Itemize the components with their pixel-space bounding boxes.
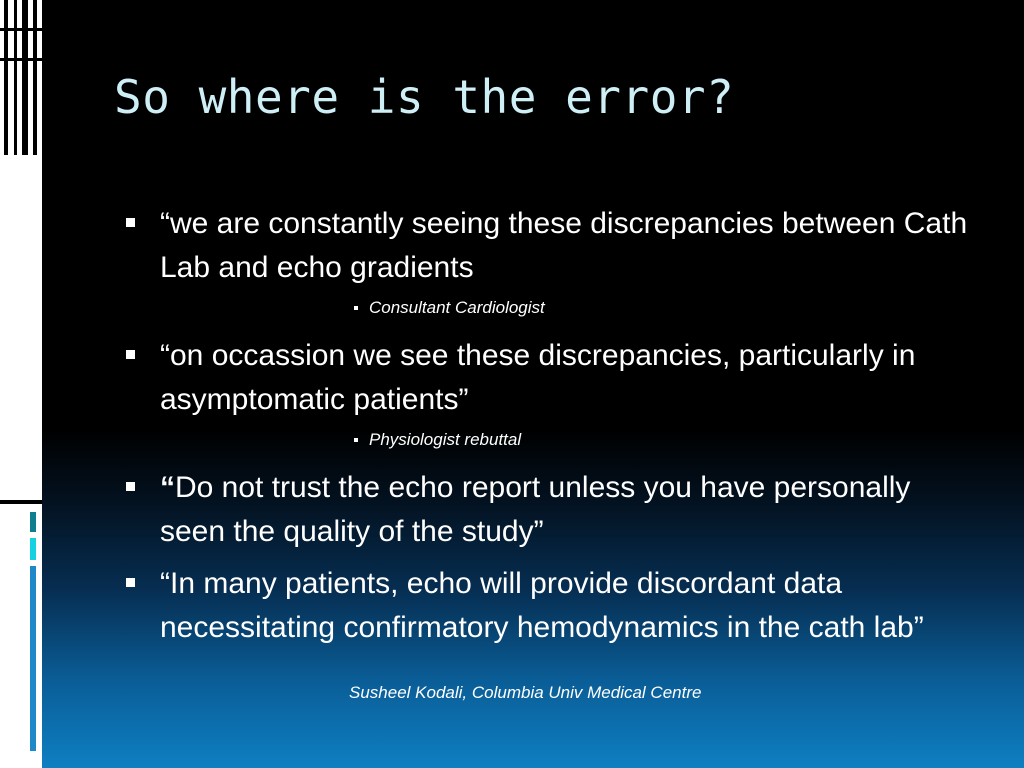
square-bullet-icon bbox=[126, 218, 135, 227]
bullet-source bbox=[120, 428, 980, 452]
strip-bar bbox=[33, 0, 37, 155]
strip-bar bbox=[30, 566, 36, 751]
strip-bar bbox=[0, 58, 42, 61]
left-decorative-strip bbox=[0, 0, 42, 768]
slide-title: So where is the error? bbox=[114, 70, 735, 124]
square-bullet-icon bbox=[126, 482, 135, 491]
bullet-text: Do not trust the echo report unless you have personally seen the quality of the study” bbox=[160, 471, 911, 548]
attribution: Susheel Kodali, Columbia Univ Medical Centre bbox=[349, 683, 702, 702]
strip-bar bbox=[22, 0, 28, 155]
bullet-item bbox=[120, 202, 980, 290]
dot-bullet-icon bbox=[354, 438, 358, 442]
bullet-list bbox=[120, 202, 980, 650]
bullet-text: “we are constantly seeing these discrepancies between Cath Lab and echo gradients bbox=[160, 207, 968, 284]
bullet-item bbox=[120, 562, 980, 650]
strip-bar bbox=[0, 28, 42, 31]
bullet-quote-mark: “ bbox=[160, 471, 175, 504]
bullet-text: “In many patients, echo will provide discordant data necessitating confirmatory hemodynamics in the cath lab” bbox=[160, 567, 924, 644]
bullet-item bbox=[120, 466, 980, 554]
strip-bar bbox=[30, 538, 36, 560]
bullet-text: “on occassion we see these discrepancies, particularly in asymptomatic patients” bbox=[160, 339, 916, 416]
dot-bullet-icon bbox=[354, 306, 358, 310]
source-text: Physiologist rebuttal bbox=[369, 430, 522, 449]
bullet-item bbox=[120, 334, 980, 422]
square-bullet-icon bbox=[126, 350, 135, 359]
source-text: Consultant Cardiologist bbox=[369, 298, 545, 317]
strip-bar bbox=[0, 500, 42, 504]
strip-bar bbox=[14, 0, 17, 155]
bullet-source bbox=[120, 296, 980, 320]
square-bullet-icon bbox=[126, 578, 135, 587]
strip-bar bbox=[30, 512, 36, 532]
strip-bar bbox=[4, 0, 8, 155]
